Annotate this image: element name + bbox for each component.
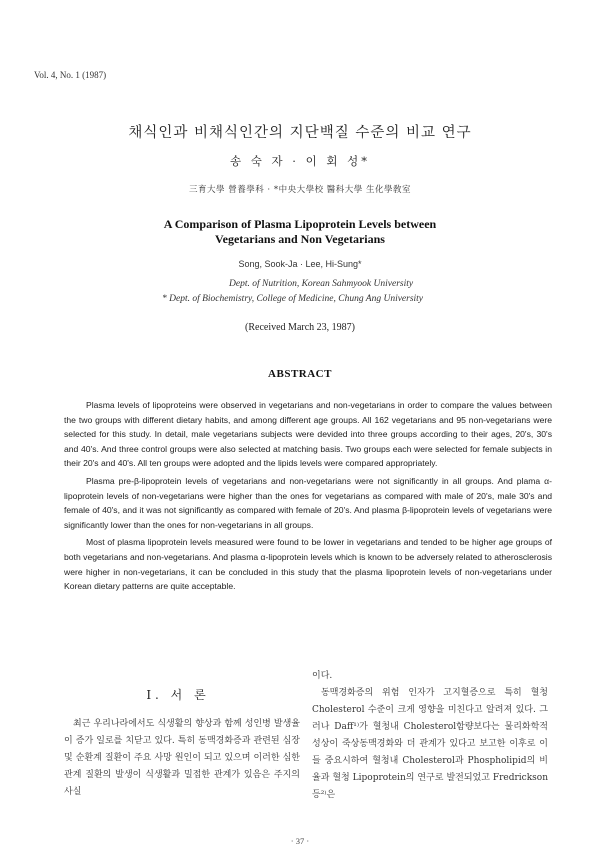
english-authors: Song, Sook-Ja · Lee, Hi-Sung* bbox=[238, 259, 362, 269]
section-heading-introduction: I. 서 론 bbox=[146, 688, 210, 702]
page-number: · 37 · bbox=[290, 836, 310, 846]
cjk-affiliations: 三育大學 營養學科 · *中央大學校 醫科大學 生化學敎室 bbox=[189, 185, 411, 195]
abstract-heading: ABSTRACT bbox=[268, 368, 332, 380]
abstract-body bbox=[64, 398, 552, 597]
english-title-line2: Vegetarians and Non Vegetarians bbox=[215, 232, 385, 246]
department-nutrition: Dept. of Nutrition, Korean Sahmyook University bbox=[229, 279, 414, 289]
received-date: (Received March 23, 1987) bbox=[245, 322, 355, 333]
korean-title: 채식인과 비채식인간의 지단백질 수준의 비교 연구 bbox=[128, 125, 472, 141]
korean-authors: 송 숙 자 · 이 회 성* bbox=[230, 154, 370, 168]
body-right-column bbox=[312, 668, 548, 804]
abstract-paragraph: Most of plasma lipoprotein levels measured were found to be lower in vegetarians and tended to be higher age groups of both vegetarians and non-vegetarians. And plasma α-lipoprotein levels which is known to be adversely related to atherosclerosis were higher in non-vegetarians, it can be concluded in this study that the plasma lipoprotein levels of non-vegetarians under Korean dietary patterns are quite acceptable. bbox=[64, 537, 552, 592]
body-paragraph: 동맥경화증의 위험 인자가 고지혈증으로 특히 혈청 Cholesterol 수준이 크게 영향을 미친다고 알려져 있다. 그러나 Daff¹⁾가 혈청내 Cholesterol함량보다는 물리화학적 성상이 죽상동맥경화와 더 관계가 있다고 보고한 이후로 이들 중요시하여 혈청내 Cholesterol과 Phospholipid의 비율과 혈청 Lipoprotein의 연구로 발전되었고 Fredrickson 등²⁾은 bbox=[312, 688, 548, 800]
abstract-paragraph: Plasma levels of lipoproteins were observed in vegetarians and non-vegetarians in order to compare the values between the two groups with different dietary habits, and among different age groups. All 162 vegetarians and 95 non-vegetarians were selected for this study. In detail, male vegetarians subjects were devided into three groups according to their ages, 20's, 30's and 40's. And three control groups were also selected at matching basis. Two groups each were selected for female subjects in their 20's and 40's. All ten groups were adopted and the lipids levels were compared appropriately. bbox=[64, 400, 552, 469]
department-biochemistry: * Dept. of Biochemistry, College of Medicine, Chung Ang University bbox=[162, 294, 424, 304]
english-title bbox=[0, 217, 600, 247]
abstract-paragraph: Plasma pre-β-lipoprotein levels of vegetarians and non-vegetarians were not significantly in all groups. And plama α-lipoprotein levels of non-vegetarians were higher than the ones for vegetarians as compared with male of 20's, male 30's and female of 40's, and it was not significantly as compared with female of 20's. And plasma β-lipoprotein levels of vegetarians were significantly lower than the ones for non-vegetarians in all groups. bbox=[64, 475, 552, 530]
volume-label: Vol. 4, No. 1 (1987) bbox=[34, 70, 107, 80]
body-paragraph: 이다. bbox=[312, 671, 333, 681]
english-title-line1: A Comparison of Plasma Lipoprotein Levels between bbox=[163, 217, 437, 231]
body-left-column: 최근 우리나라에서도 식생활의 향상과 함께 성인병 발생율이 증가 일로를 치닫고 있다. 특히 동맥경화증과 관련된 심장 및 순환계 질환이 주요 사망 원인이 되고 있으며 이러한 심한관계 질환의 발생이 식생활과 밀접한 관계가 있음은 주지의 사실 bbox=[64, 719, 300, 797]
